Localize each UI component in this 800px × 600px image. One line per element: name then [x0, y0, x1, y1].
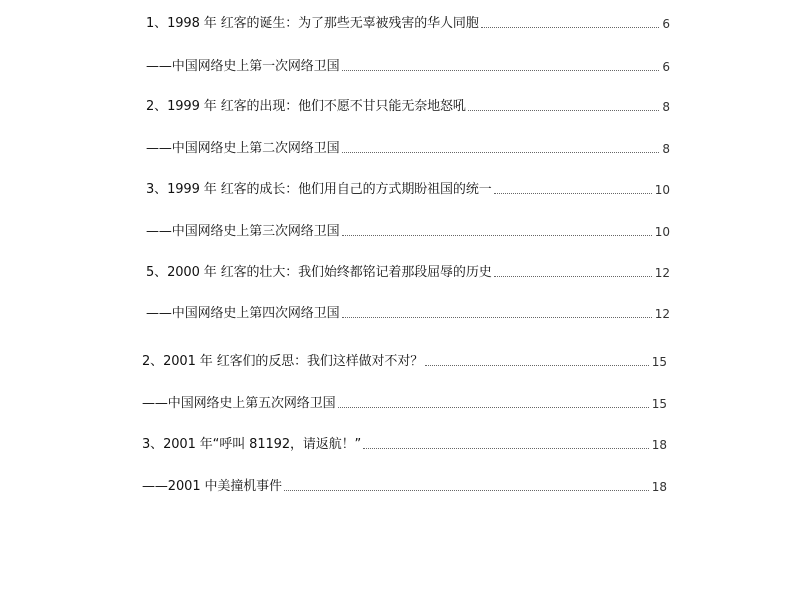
- toc-entry-title: ——中国网络史上第一次网络卫国: [146, 59, 340, 74]
- dot-leader: [342, 235, 652, 236]
- dot-leader: [342, 152, 660, 153]
- toc-entry[interactable]: [142, 392, 667, 412]
- toc-entry-title: 1、1998 年 红客的诞生：为了那些无辜被残害的华人同胞: [146, 16, 479, 31]
- toc-entry-title: ——中国网络史上第三次网络卫国: [146, 224, 340, 239]
- dot-leader: [342, 317, 652, 318]
- toc-page-number: 18: [651, 480, 667, 494]
- toc-page-number: 10: [654, 225, 670, 239]
- toc-entry-title: ——中国网络史上第四次网络卫国: [146, 306, 340, 321]
- toc-entry-title: 3、1999 年 红客的成长：他们用自己的方式期盼祖国的统一: [146, 182, 492, 197]
- toc-entry[interactable]: [146, 95, 670, 115]
- dot-leader: [284, 490, 649, 491]
- toc-page-number: 8: [662, 100, 670, 114]
- toc-page-number: 15: [651, 397, 667, 411]
- toc-page-number: 6: [662, 60, 670, 74]
- toc-entry[interactable]: [146, 12, 670, 32]
- toc-entry-title: 5、2000 年 红客的壮大：我们始终都铭记着那段屈辱的历史: [146, 265, 492, 280]
- dot-leader: [468, 110, 660, 111]
- dot-leader: [363, 448, 649, 449]
- toc-page-number: 8: [662, 142, 670, 156]
- toc-entry[interactable]: [146, 137, 670, 157]
- toc-entry-title: 3、2001 年“呼叫 81192，请返航！”: [142, 437, 362, 452]
- toc-entry[interactable]: [142, 433, 667, 453]
- toc-entry[interactable]: [146, 220, 670, 240]
- toc-entry-title: ——中国网络史上第五次网络卫国: [142, 396, 336, 411]
- toc-entry-title: 2、1999 年 红客的出现：他们不愿不甘只能无奈地怒吼: [146, 99, 466, 114]
- toc-entry[interactable]: [146, 302, 670, 322]
- toc-entry-title: ——中国网络史上第二次网络卫国: [146, 141, 340, 156]
- toc-page-number: 6: [662, 17, 670, 31]
- toc-entry-title: 2、2001 年 红客们的反思：我们这样做对不对？: [142, 354, 424, 369]
- toc-page-number: 15: [651, 355, 667, 369]
- toc-entry[interactable]: [146, 55, 670, 75]
- toc-entry[interactable]: [142, 350, 667, 370]
- dot-leader: [494, 276, 652, 277]
- dot-leader: [338, 407, 649, 408]
- toc-page-number: 12: [654, 307, 670, 321]
- toc-entry-title: ——2001 中美撞机事件: [142, 479, 282, 494]
- dot-leader: [481, 27, 660, 28]
- toc-entry[interactable]: [142, 475, 667, 495]
- toc-page-number: 12: [654, 266, 670, 280]
- dot-leader: [425, 365, 649, 366]
- dot-leader: [342, 70, 660, 71]
- dot-leader: [494, 193, 652, 194]
- toc-entry[interactable]: [146, 178, 670, 198]
- toc-page-number: 18: [651, 438, 667, 452]
- toc-entry[interactable]: [146, 261, 670, 281]
- toc-page-number: 10: [654, 183, 670, 197]
